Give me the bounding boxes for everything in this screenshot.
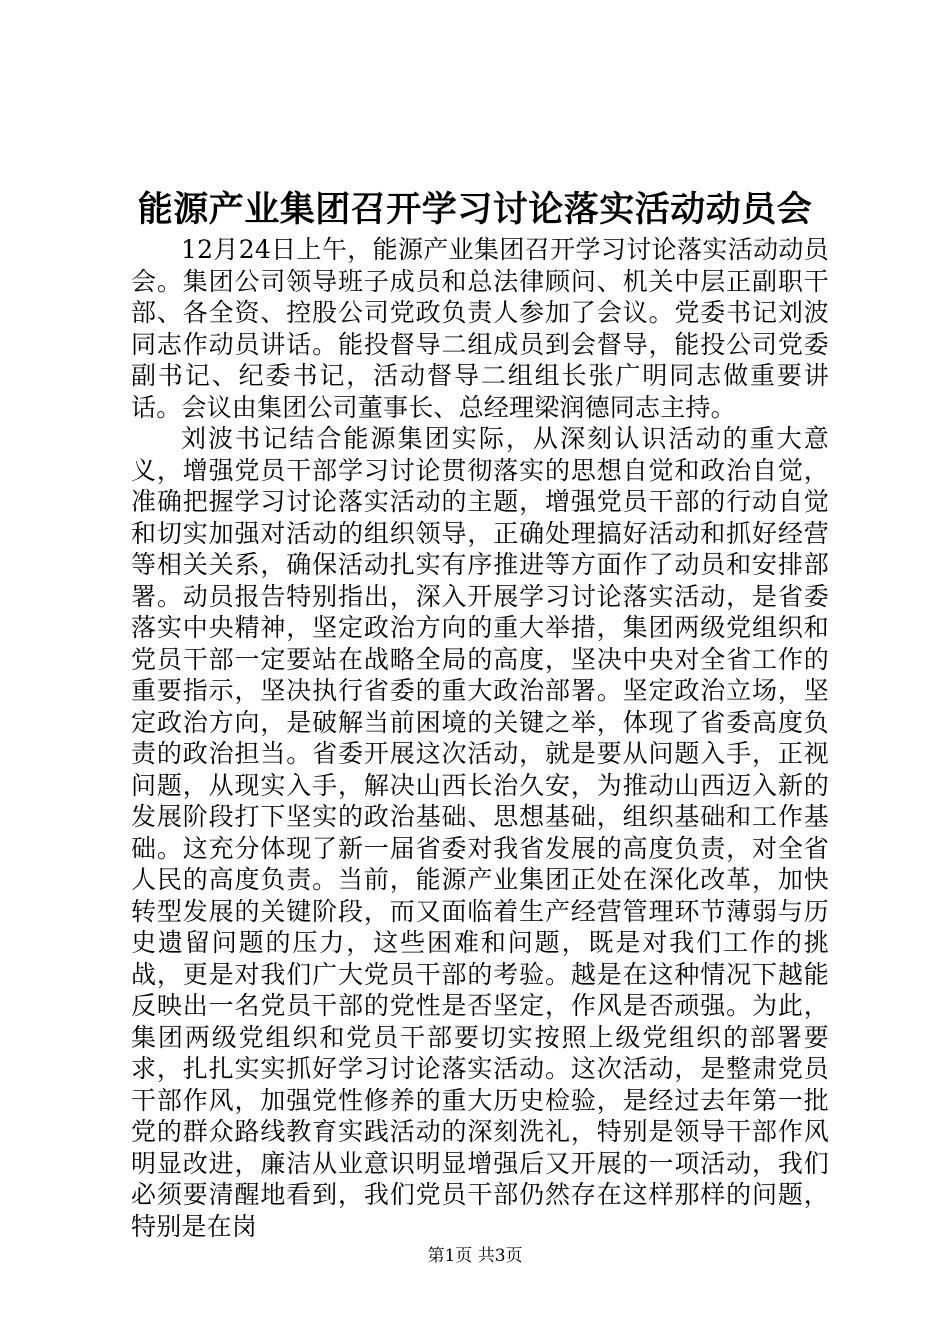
- paragraph-speech-content: 刘波书记结合能源集团实际，从深刻认识活动的重大意义，增强党员干部学习讨论贯彻落实的思想自觉和政治自觉，准确把握学习讨论落实活动的主题，增强党员干部的行动自觉和切实加强对活动的组织领导，正确处理搞好活动和抓好经营等相关关系，确保活动扎实有序推进等方面作了动员和安排部署。动员报告特别指出，深入开展学习讨论落实活动，是省委落实中央精神，坚定政治方向的重大举措，集团两级党组织和党员干部一定要站在战略全局的高度，坚决中央对全省工作的重要指示，坚决执行省委的重大政治部署。坚定政治立场，坚定政治方向，是破解当前困境的关键之举，体现了省委高度负责的政治担当。省委开展这次活动，就是要从问题入手，正视问题，从现实入手，解决山西长治久安，为推动山西迈入新的发展阶段打下坚实的政治基础、思想基础，组织基础和工作基础。这充分体现了新一届省委对我省发展的高度负责，对全省人民的高度负责。当前，能源产业集团正处在深化改革，加快转型发展的关键阶段，而又面临着生产经营管理环节薄弱与历史遗留问题的压力，这些困难和问题，既是对我们工作的挑战，更是对我们广大党员干部的考验。越是在这种情况下越能反映出一名党员干部的党性是否坚定，作风是否顽强。为此，集团两级党组织和党员干部要切实按照上级党组织的部署要求，扎扎实实抓好学习讨论落实活动。这次活动，是整肃党员干部作风，加强党性修养的重大历史检验，是经过去年第一批党的群众路线教育实践活动的深刻洗礼，特别是领导干部作风明显改进，廉洁从业意识明显增强后又开展的一项活动，我们必须要清醒地看到，我们党员干部仍然存在这样那样的问题，特别是在岗: [131, 424, 829, 1241]
- document-body: [131, 234, 829, 1242]
- page-number-footer: 第1页 共3页: [427, 1246, 523, 1266]
- document-title: 能源产业集团召开学习讨论落实活动动员会: [137, 189, 813, 230]
- paragraph-meeting-summary: 12月24日上午，能源产业集团召开学习讨论落实活动动员会。集团公司领导班子成员和总法律顾问、机关中层正副职干部、各全资、控股公司党政负责人参加了会议。党委书记刘波同志作动员讲话。能投督导二组成员到会督导，能投公司党委副书记、纪委书记，活动督导二组组长张广明同志做重要讲话。会议由集团公司董事长、总经理梁润德同志主持。: [131, 235, 829, 422]
